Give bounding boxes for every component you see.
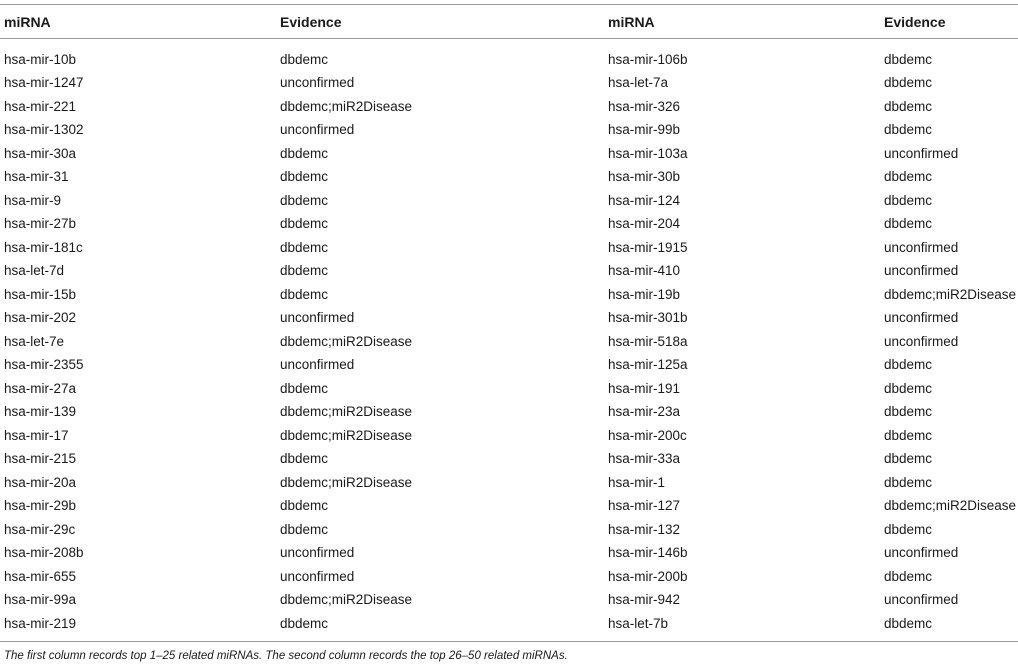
evidence-cell-right: unconfirmed: [884, 592, 959, 608]
evidence-cell-left: dbdemc: [280, 51, 329, 67]
mirna-cell-left: hsa-mir-31: [4, 169, 69, 185]
evidence-cell-left: dbdemc: [280, 380, 329, 396]
mirna-cell-right: hsa-mir-127: [608, 498, 681, 514]
evidence-cell-right: dbdemc: [884, 169, 933, 185]
evidence-cell-left: dbdemc: [280, 263, 329, 279]
evidence-cell-right: dbdemc;miR2Disease: [884, 286, 1017, 302]
mirna-cell-left: hsa-mir-17: [4, 427, 69, 443]
evidence-cell-left: dbdemc: [280, 521, 329, 537]
mirna-cell-left: hsa-mir-215: [4, 451, 77, 467]
evidence-cell-right: dbdemc: [884, 521, 933, 537]
table-body: [0, 39, 1018, 642]
mirna-cell-left: hsa-mir-9: [4, 192, 62, 208]
mirna-cell-right: hsa-mir-23a: [608, 404, 681, 420]
mirna-cell-left: hsa-mir-202: [4, 310, 77, 326]
table-row: [0, 283, 1018, 307]
evidence-cell-left: dbdemc: [280, 615, 329, 631]
evidence-cell-left: dbdemc;miR2Disease: [280, 98, 413, 114]
mirna-cell-right: hsa-mir-200b: [608, 568, 688, 584]
table-row: [0, 39, 1018, 72]
table-row: [0, 541, 1018, 565]
table-row: [0, 494, 1018, 518]
mirna-cell-left: hsa-mir-1302: [4, 122, 84, 138]
mirna-cell-left: hsa-mir-10b: [4, 51, 77, 67]
mirna-cell-left: hsa-mir-29c: [4, 521, 76, 537]
header-mirna-2: miRNA: [608, 13, 655, 30]
table-row: [0, 330, 1018, 354]
evidence-cell-left: dbdemc: [280, 145, 329, 161]
table-footnote: The first column records top 1–25 related miRNAs. The second column records the top 26–50 related miRNAs.: [4, 650, 568, 662]
mirna-cell-right: hsa-let-7a: [608, 75, 669, 91]
mirna-cell-right: hsa-mir-942: [608, 592, 681, 608]
mirna-cell-left: hsa-mir-30a: [4, 145, 77, 161]
evidence-cell-right: dbdemc;miR2Disease: [884, 498, 1017, 514]
evidence-cell-right: unconfirmed: [884, 333, 959, 349]
mirna-cell-left: hsa-mir-20a: [4, 474, 77, 490]
mirna-cell-right: hsa-mir-125a: [608, 357, 688, 373]
mirna-cell-left: hsa-mir-2355: [4, 357, 84, 373]
table-row: [0, 588, 1018, 612]
mirna-cell-left: hsa-mir-208b: [4, 545, 84, 561]
evidence-cell-left: dbdemc;miR2Disease: [280, 474, 413, 490]
mirna-cell-right: hsa-mir-146b: [608, 545, 688, 561]
evidence-cell-right: dbdemc: [884, 122, 933, 138]
evidence-cell-left: unconfirmed: [280, 310, 355, 326]
table-row: [0, 377, 1018, 401]
mirna-cell-right: hsa-mir-124: [608, 192, 681, 208]
evidence-cell-right: dbdemc: [884, 75, 933, 91]
mirna-cell-right: hsa-mir-19b: [608, 286, 681, 302]
mirna-cell-right: hsa-mir-204: [608, 216, 681, 232]
evidence-cell-right: unconfirmed: [884, 239, 959, 255]
mirna-cell-right: hsa-mir-1: [608, 474, 666, 490]
evidence-cell-left: dbdemc: [280, 192, 329, 208]
mirna-cell-left: hsa-mir-29b: [4, 498, 77, 514]
header-evidence-2: Evidence: [884, 13, 946, 30]
evidence-cell-left: dbdemc;miR2Disease: [280, 592, 413, 608]
evidence-cell-left: dbdemc;miR2Disease: [280, 404, 413, 420]
mirna-cell-left: hsa-let-7d: [4, 263, 65, 279]
mirna-cell-right: hsa-mir-410: [608, 263, 681, 279]
evidence-cell-right: unconfirmed: [884, 145, 959, 161]
header-evidence-1: Evidence: [280, 13, 342, 30]
evidence-cell-left: dbdemc: [280, 286, 329, 302]
mirna-cell-left: hsa-mir-181c: [4, 239, 83, 255]
mirna-cell-right: hsa-mir-106b: [608, 51, 688, 67]
mirna-cell-right: hsa-mir-200c: [608, 427, 687, 443]
mirna-cell-left: hsa-mir-1247: [4, 75, 84, 91]
mirna-cell-left: hsa-mir-27b: [4, 216, 77, 232]
table-row: [0, 118, 1018, 142]
table-row: [0, 236, 1018, 260]
evidence-cell-right: dbdemc: [884, 427, 933, 443]
evidence-cell-left: dbdemc: [280, 239, 329, 255]
table-row: [0, 165, 1018, 189]
table-row: [0, 400, 1018, 424]
mirna-cell-left: hsa-mir-219: [4, 615, 77, 631]
mirna-cell-left: hsa-mir-139: [4, 404, 77, 420]
evidence-cell-right: dbdemc: [884, 404, 933, 420]
table-row: [0, 447, 1018, 471]
table-row: [0, 612, 1018, 642]
evidence-cell-left: dbdemc: [280, 169, 329, 185]
evidence-cell-right: dbdemc: [884, 568, 933, 584]
evidence-cell-left: dbdemc: [280, 451, 329, 467]
header-mirna-1: miRNA: [4, 13, 51, 30]
table-row: [0, 95, 1018, 119]
mirna-table-container: [0, 4, 1018, 642]
mirna-cell-left: hsa-let-7e: [4, 333, 65, 349]
evidence-cell-left: dbdemc: [280, 498, 329, 514]
evidence-cell-right: dbdemc: [884, 192, 933, 208]
table-row: [0, 518, 1018, 542]
mirna-cell-left: hsa-mir-27a: [4, 380, 77, 396]
evidence-cell-left: dbdemc;miR2Disease: [280, 333, 413, 349]
evidence-cell-left: dbdemc: [280, 216, 329, 232]
evidence-cell-left: dbdemc;miR2Disease: [280, 427, 413, 443]
mirna-cell-left: hsa-mir-655: [4, 568, 77, 584]
evidence-cell-right: dbdemc: [884, 357, 933, 373]
mirna-cell-left: hsa-mir-221: [4, 98, 77, 114]
evidence-cell-right: unconfirmed: [884, 263, 959, 279]
mirna-cell-right: hsa-mir-518a: [608, 333, 688, 349]
evidence-cell-right: dbdemc: [884, 51, 933, 67]
evidence-cell-left: unconfirmed: [280, 122, 355, 138]
evidence-cell-right: dbdemc: [884, 380, 933, 396]
mirna-cell-left: hsa-mir-99a: [4, 592, 77, 608]
mirna-cell-left: hsa-mir-15b: [4, 286, 77, 302]
table-row: [0, 471, 1018, 495]
table-header-row: [0, 5, 1018, 39]
table-row: [0, 189, 1018, 213]
mirna-evidence-table: [0, 4, 1018, 642]
evidence-cell-left: unconfirmed: [280, 75, 355, 91]
evidence-cell-left: unconfirmed: [280, 568, 355, 584]
mirna-cell-right: hsa-let-7b: [608, 615, 669, 631]
mirna-cell-right: hsa-mir-301b: [608, 310, 688, 326]
evidence-cell-right: unconfirmed: [884, 310, 959, 326]
evidence-cell-right: dbdemc: [884, 615, 933, 631]
table-row: [0, 424, 1018, 448]
table-row: [0, 71, 1018, 95]
mirna-cell-right: hsa-mir-326: [608, 98, 681, 114]
evidence-cell-left: unconfirmed: [280, 357, 355, 373]
table-row: [0, 306, 1018, 330]
evidence-cell-right: dbdemc: [884, 98, 933, 114]
mirna-cell-right: hsa-mir-132: [608, 521, 681, 537]
evidence-cell-left: unconfirmed: [280, 545, 355, 561]
table-row: [0, 212, 1018, 236]
table-row: [0, 353, 1018, 377]
table-row: [0, 565, 1018, 589]
table-row: [0, 142, 1018, 166]
mirna-cell-right: hsa-mir-33a: [608, 451, 681, 467]
evidence-cell-right: unconfirmed: [884, 545, 959, 561]
evidence-cell-right: dbdemc: [884, 474, 933, 490]
mirna-cell-right: hsa-mir-191: [608, 380, 681, 396]
evidence-cell-right: dbdemc: [884, 216, 933, 232]
mirna-cell-right: hsa-mir-99b: [608, 122, 681, 138]
mirna-cell-right: hsa-mir-1915: [608, 239, 688, 255]
evidence-cell-right: dbdemc: [884, 451, 933, 467]
table-row: [0, 259, 1018, 283]
mirna-cell-right: hsa-mir-30b: [608, 169, 681, 185]
mirna-cell-right: hsa-mir-103a: [608, 145, 688, 161]
